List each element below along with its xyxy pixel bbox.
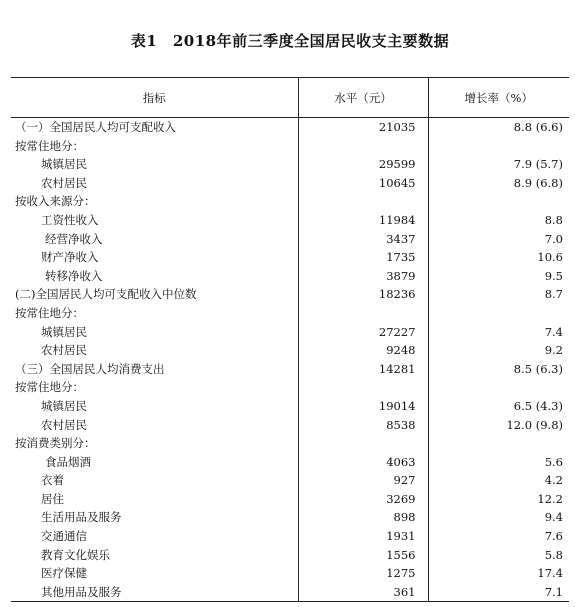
- row-level-cell: [298, 378, 428, 397]
- row-growth-cell: 7.0: [428, 230, 569, 249]
- row-level-cell: [298, 192, 428, 211]
- table-row: [11, 564, 569, 583]
- row-level-cell: 14281: [298, 360, 428, 379]
- row-level-cell: 27227: [298, 323, 428, 342]
- row-indicator-cell: 农村居民: [41, 417, 87, 432]
- row-indicator-cell: 生活用品及服务: [41, 510, 122, 525]
- table-title: 表1 2018年前三季度全国居民收支主要数据: [130, 32, 450, 50]
- table-row: [11, 248, 569, 267]
- row-level-cell: 1556: [298, 546, 428, 565]
- row-level-cell: [298, 434, 428, 453]
- row-level-cell: 1931: [298, 527, 428, 546]
- row-indicator-cell: 按常住地分：: [15, 380, 84, 395]
- row-growth-cell: 6.5 (4.3): [428, 397, 569, 416]
- row-growth-cell: [428, 137, 569, 156]
- row-indicator-cell: 教育文化娱乐: [41, 547, 110, 562]
- row-level-cell: 29599: [298, 155, 428, 174]
- row-growth-cell: 7.4: [428, 323, 569, 342]
- table-row: [11, 453, 569, 472]
- row-indicator-cell: 按消费类别分：: [15, 436, 96, 451]
- table-row: [11, 137, 569, 156]
- row-level-cell: 8538: [298, 416, 428, 435]
- table-row: [11, 508, 569, 527]
- row-level-cell: 3879: [298, 267, 428, 286]
- row-indicator-cell: 按常住地分：: [15, 305, 84, 320]
- row-growth-cell: 7.6: [428, 527, 569, 546]
- row-level-cell: 11984: [298, 211, 428, 230]
- table-row: [11, 583, 569, 602]
- row-growth-cell: 4.2: [428, 471, 569, 490]
- row-growth-cell: 12.0 (9.8): [428, 416, 569, 435]
- data-table-container: [11, 77, 569, 602]
- row-level-cell: 9248: [298, 341, 428, 360]
- table-row: [11, 360, 569, 379]
- table-row: [11, 174, 569, 193]
- row-indicator-cell: 医疗保健: [41, 566, 87, 581]
- table-row: [11, 211, 569, 230]
- row-indicator-cell: 按收入来源分：: [15, 194, 96, 209]
- row-growth-cell: 5.6: [428, 453, 569, 472]
- row-growth-cell: [428, 304, 569, 323]
- row-growth-cell: [428, 378, 569, 397]
- row-growth-cell: 9.2: [428, 341, 569, 360]
- row-level-cell: [298, 304, 428, 323]
- row-growth-cell: 8.9 (6.8): [428, 174, 569, 193]
- row-growth-cell: 8.8 (6.6): [428, 118, 569, 137]
- table-row: [11, 304, 569, 323]
- row-indicator-cell: 城镇居民: [41, 157, 87, 172]
- table-row: [11, 341, 569, 360]
- row-growth-cell: 17.4: [428, 564, 569, 583]
- row-indicator-cell: 转移净收入: [45, 268, 103, 283]
- table-row: [11, 155, 569, 174]
- row-growth-cell: 8.5 (6.3): [428, 360, 569, 379]
- row-growth-cell: 12.2: [428, 490, 569, 509]
- row-growth-cell: 8.8: [428, 211, 569, 230]
- row-growth-cell: 10.6: [428, 248, 569, 267]
- row-indicator-cell: 居住: [41, 491, 64, 506]
- table-row: [11, 434, 569, 453]
- table-row: [11, 192, 569, 211]
- row-level-cell: 10645: [298, 174, 428, 193]
- row-indicator-cell: 衣着: [41, 473, 64, 488]
- income-expenditure-table: [11, 77, 569, 602]
- table-body: [11, 118, 569, 602]
- row-level-cell: 19014: [298, 397, 428, 416]
- table-row: [11, 230, 569, 249]
- row-level-cell: [298, 137, 428, 156]
- table-row: [11, 490, 569, 509]
- row-level-cell: 927: [298, 471, 428, 490]
- row-indicator-cell: 经营净收入: [45, 231, 103, 246]
- header-level: 水平（元）: [298, 78, 428, 118]
- row-growth-cell: 7.9 (5.7): [428, 155, 569, 174]
- row-level-cell: 18236: [298, 285, 428, 304]
- row-growth-cell: 5.8: [428, 546, 569, 565]
- header-indicator: 指标: [11, 78, 298, 118]
- table-row: [11, 267, 569, 286]
- row-level-cell: 361: [298, 583, 428, 602]
- row-level-cell: 3437: [298, 230, 428, 249]
- row-indicator-cell: 其他用品及服务: [11, 583, 298, 602]
- row-indicator-cell: 农村居民: [41, 343, 87, 358]
- row-indicator-cell: 按常住地分：: [15, 138, 84, 153]
- row-growth-cell: 9.5: [428, 267, 569, 286]
- table-row: [11, 546, 569, 565]
- table-header-row: [11, 78, 569, 118]
- row-level-cell: 4063: [298, 453, 428, 472]
- row-indicator-cell: (二)全国居民人均可支配收入中位数: [15, 287, 197, 302]
- row-growth-cell: [428, 192, 569, 211]
- row-level-cell: 3269: [298, 490, 428, 509]
- row-indicator-cell: 食品烟酒: [45, 454, 91, 469]
- row-indicator-cell: 农村居民: [41, 175, 87, 190]
- row-indicator-cell: （三）全国居民人均消费支出: [15, 361, 165, 376]
- row-indicator-cell: 财产净收入: [41, 250, 99, 265]
- table-row: [11, 416, 569, 435]
- row-level-cell: 898: [298, 508, 428, 527]
- row-level-cell: 21035: [298, 118, 428, 137]
- table-row: [11, 378, 569, 397]
- row-indicator-cell: 城镇居民: [41, 324, 87, 339]
- row-growth-cell: 8.7: [428, 285, 569, 304]
- table-row: [11, 118, 569, 137]
- row-indicator-cell: 城镇居民: [41, 398, 87, 413]
- table-row: [11, 323, 569, 342]
- row-indicator-cell: （一）全国居民人均可支配收入: [15, 120, 176, 134]
- row-indicator-cell: 工资性收入: [41, 212, 99, 227]
- table-row: [11, 471, 569, 490]
- row-level-cell: 1735: [298, 248, 428, 267]
- row-growth-cell: [428, 434, 569, 453]
- table-row: [11, 397, 569, 416]
- table-row: [11, 527, 569, 546]
- row-level-cell: 1275: [298, 564, 428, 583]
- row-indicator-cell: 交通通信: [41, 529, 87, 544]
- header-growth: 增长率（%）: [428, 78, 569, 118]
- row-growth-cell: 7.1: [428, 583, 569, 602]
- table-row: [11, 285, 569, 304]
- row-growth-cell: 9.4: [428, 508, 569, 527]
